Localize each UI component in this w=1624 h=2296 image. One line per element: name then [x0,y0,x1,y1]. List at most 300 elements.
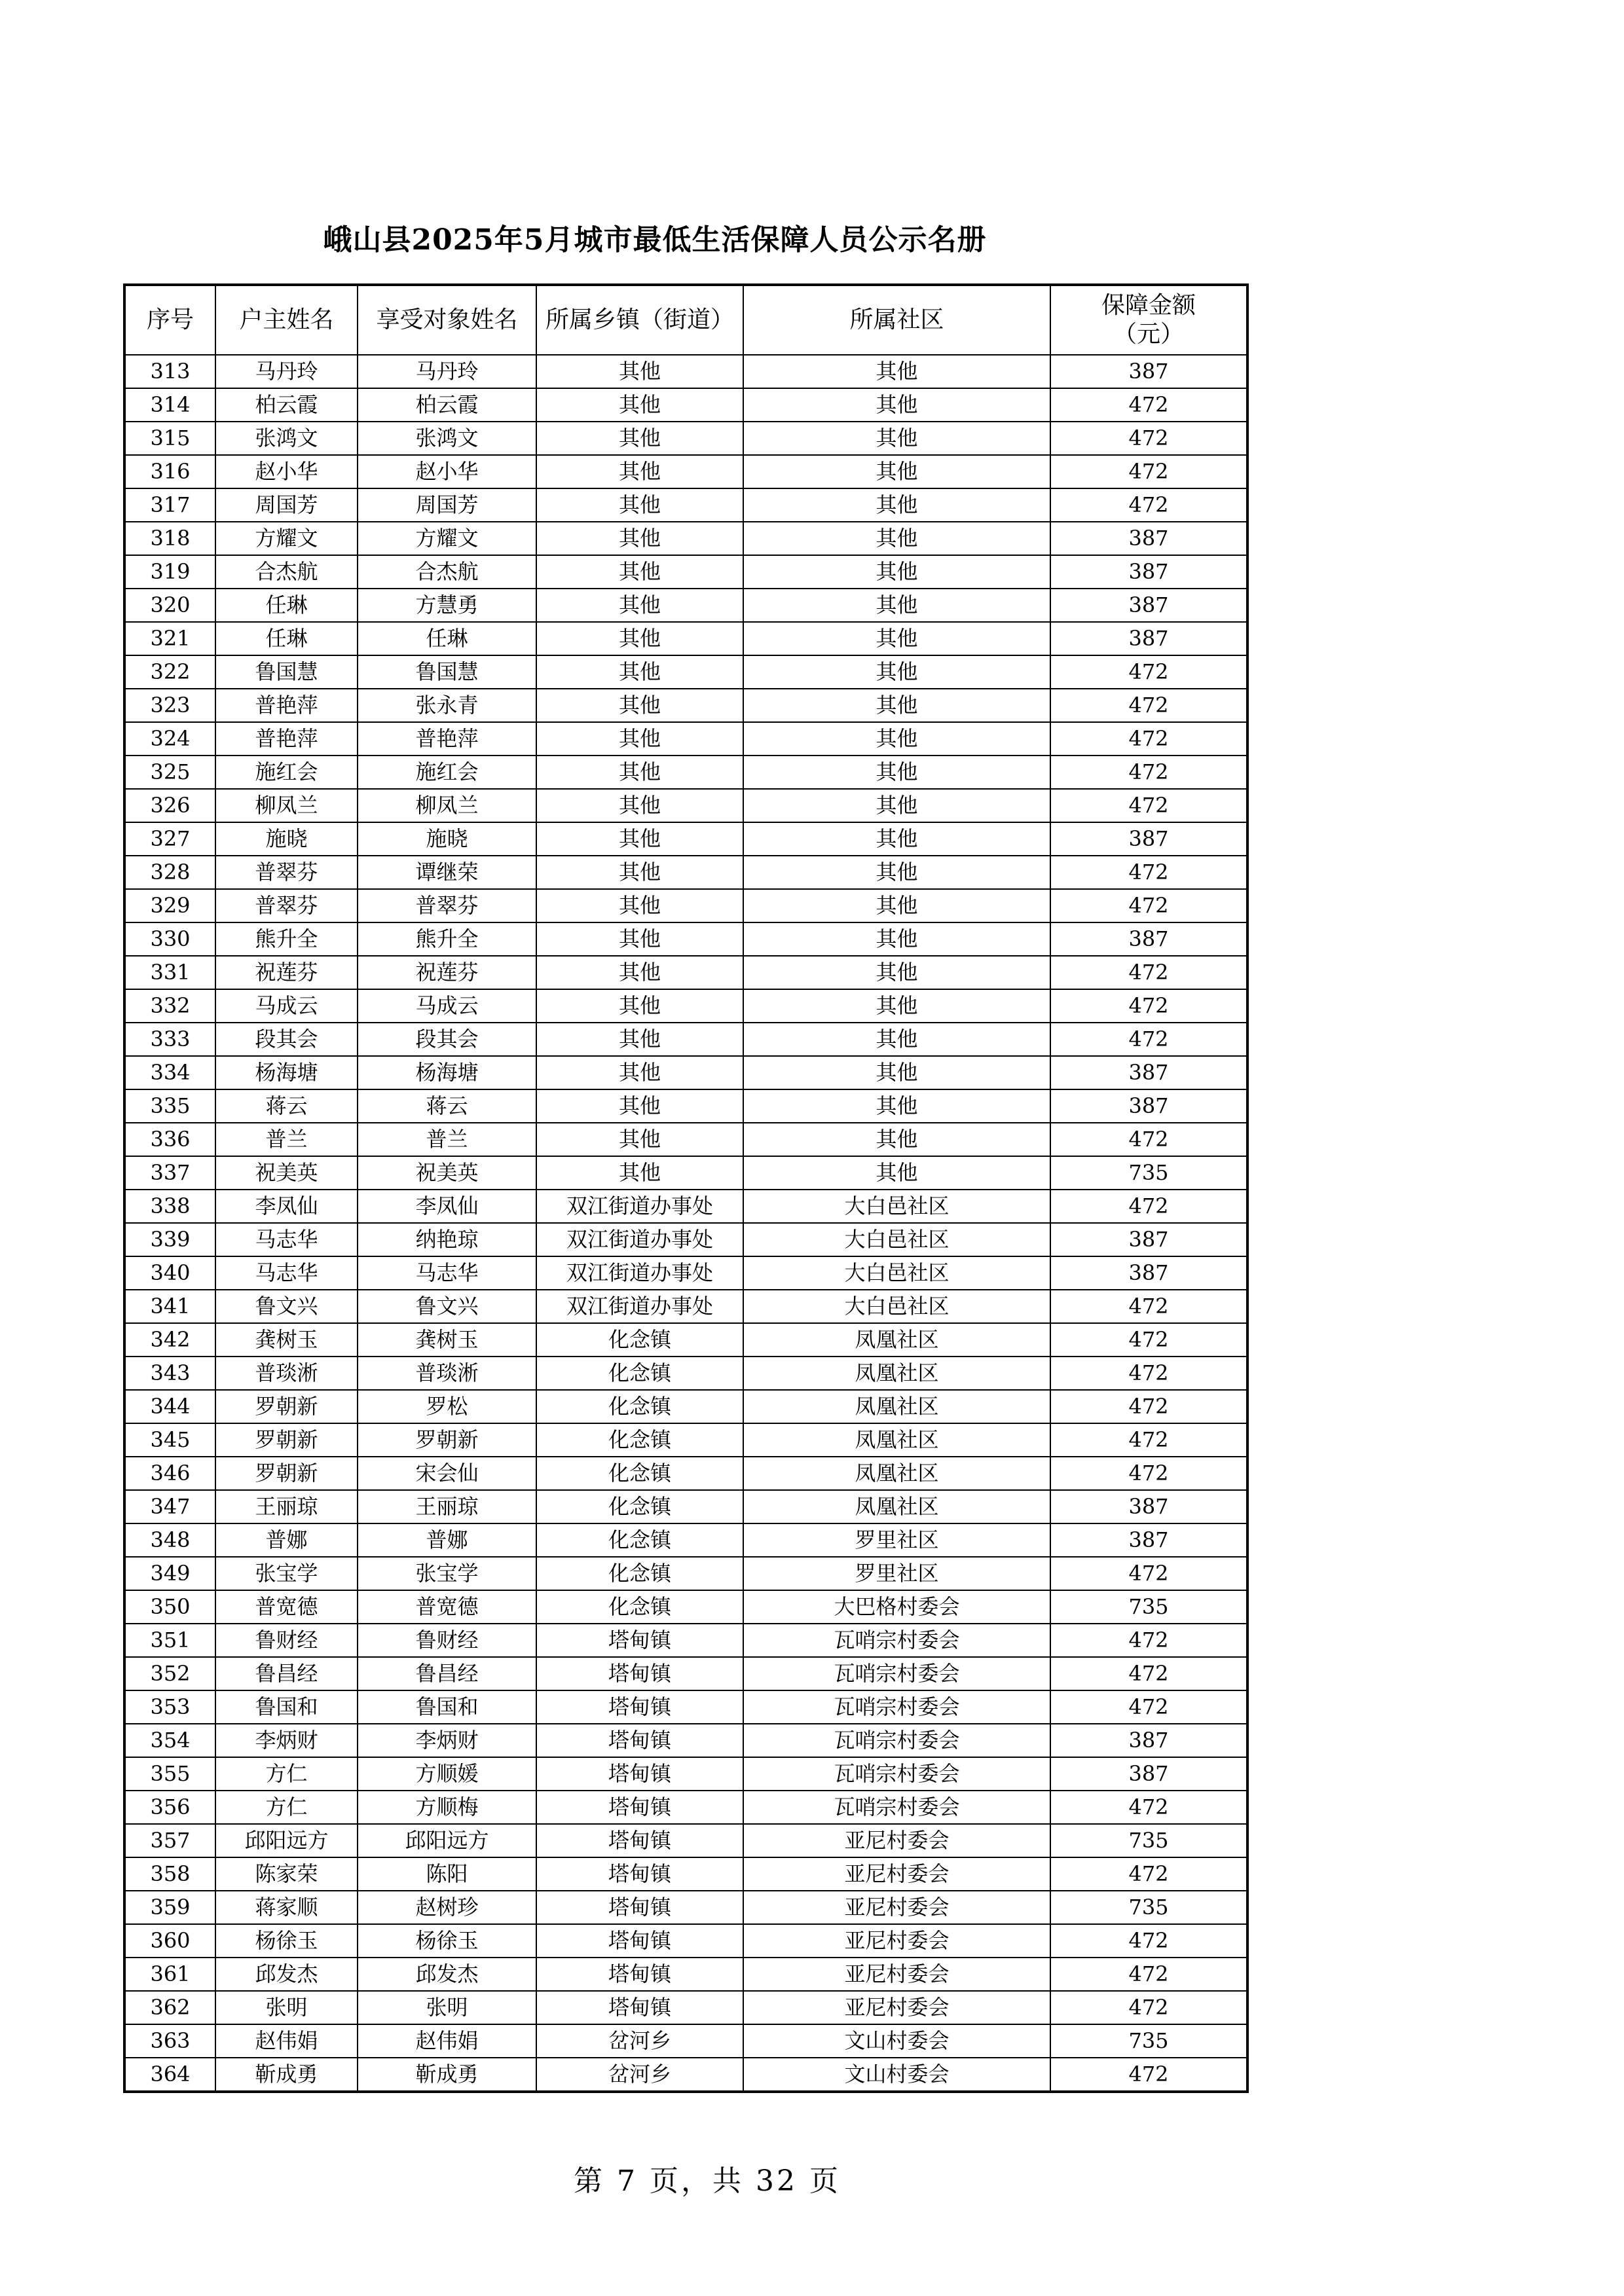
cell-township: 双江街道办事处 [536,1256,743,1290]
table-row [124,1724,1247,1757]
cell-township: 化念镇 [536,1357,743,1390]
header-beneficiary: 享受对象姓名 [358,285,536,355]
cell-amount: 472 [1050,1857,1247,1891]
cell-community: 亚尼村委会 [743,1891,1050,1924]
cell-amount: 472 [1050,1023,1247,1056]
cell-amount: 387 [1050,1490,1247,1523]
cell-amount: 472 [1050,655,1247,689]
cell-beneficiary: 罗松 [358,1390,536,1423]
cell-amount: 472 [1050,722,1247,756]
cell-amount: 472 [1050,1190,1247,1223]
cell-amount: 735 [1050,1824,1247,1857]
cell-beneficiary: 熊升全 [358,922,536,956]
cell-township: 化念镇 [536,1323,743,1357]
cell-household-head: 段其会 [215,1023,358,1056]
cell-amount: 387 [1050,922,1247,956]
cell-community: 瓦哨宗村委会 [743,1724,1050,1757]
cell-township: 其他 [536,789,743,822]
cell-household-head: 靳成勇 [215,2058,358,2092]
cell-amount: 472 [1050,1457,1247,1490]
header-amount-line2: （元） [1113,321,1184,348]
cell-amount: 387 [1050,1724,1247,1757]
table-row [124,1323,1247,1357]
cell-seq: 334 [124,1056,215,1089]
cell-seq: 321 [124,622,215,655]
cell-community: 其他 [743,1156,1050,1190]
cell-household-head: 任琳 [215,622,358,655]
cell-household-head: 赵伟娟 [215,2024,358,2058]
cell-beneficiary: 普娜 [358,1523,536,1557]
cell-amount: 472 [1050,1924,1247,1958]
table-row [124,822,1247,856]
cell-township: 其他 [536,722,743,756]
cell-township: 其他 [536,1156,743,1190]
cell-amount: 472 [1050,488,1247,522]
cell-seq: 316 [124,455,215,488]
cell-amount: 387 [1050,1056,1247,1089]
cell-community: 文山村委会 [743,2058,1050,2092]
cell-household-head: 陈家荣 [215,1857,358,1891]
cell-community: 大白邑社区 [743,1290,1050,1323]
cell-township: 其他 [536,1089,743,1123]
cell-beneficiary: 祝美英 [358,1156,536,1190]
cell-community: 其他 [743,1089,1050,1123]
cell-seq: 337 [124,1156,215,1190]
table-row [124,1924,1247,1958]
cell-household-head: 鲁财经 [215,1624,358,1657]
table-row [124,722,1247,756]
cell-seq: 351 [124,1624,215,1657]
cell-amount: 472 [1050,689,1247,722]
cell-community: 其他 [743,889,1050,922]
cell-seq: 363 [124,2024,215,2058]
roster-table [123,283,1249,2093]
cell-household-head: 张鸿文 [215,422,358,455]
cell-seq: 344 [124,1390,215,1423]
header-amount-line1: 保障金额 [1101,292,1196,319]
cell-beneficiary: 李炳财 [358,1724,536,1757]
cell-household-head: 普琰淅 [215,1357,358,1390]
cell-community: 其他 [743,689,1050,722]
cell-township: 其他 [536,689,743,722]
cell-household-head: 张明 [215,1991,358,2024]
cell-community: 其他 [743,388,1050,422]
cell-beneficiary: 施红会 [358,756,536,789]
table-row [124,555,1247,589]
cell-community: 瓦哨宗村委会 [743,1624,1050,1657]
cell-township: 双江街道办事处 [536,1190,743,1223]
cell-community: 其他 [743,722,1050,756]
cell-beneficiary: 柏云霞 [358,388,536,422]
page-footer [0,2157,1624,2199]
cell-household-head: 马志华 [215,1223,358,1256]
cell-amount: 472 [1050,1690,1247,1724]
cell-amount: 472 [1050,1791,1247,1824]
table-row [124,1089,1247,1123]
cell-seq: 341 [124,1290,215,1323]
cell-community: 其他 [743,355,1050,388]
cell-seq: 315 [124,422,215,455]
cell-township: 其他 [536,856,743,889]
cell-household-head: 鲁文兴 [215,1290,358,1323]
cell-amount: 472 [1050,1958,1247,1991]
header-seq: 序号 [124,285,215,355]
table-row [124,1690,1247,1724]
cell-amount: 472 [1050,455,1247,488]
cell-community: 其他 [743,488,1050,522]
table-row [124,1657,1247,1690]
table-row [124,1991,1247,2024]
cell-community: 亚尼村委会 [743,1924,1050,1958]
cell-township: 其他 [536,922,743,956]
table-row [124,1223,1247,1256]
table-row [124,1557,1247,1590]
table-row [124,922,1247,956]
cell-township: 化念镇 [536,1490,743,1523]
cell-seq: 348 [124,1523,215,1557]
roster-body [124,355,1247,2092]
cell-community: 其他 [743,455,1050,488]
cell-beneficiary: 王丽琼 [358,1490,536,1523]
table-row [124,1523,1247,1557]
cell-township: 其他 [536,1023,743,1056]
page-title-text: 峨山县2025年5月城市最低生活保障人员公示名册 [323,223,987,257]
table-row [124,1290,1247,1323]
cell-community: 大白邑社区 [743,1223,1050,1256]
header-amount [1050,285,1247,355]
table-row [124,2024,1247,2058]
cell-beneficiary: 普宽德 [358,1590,536,1624]
cell-seq: 356 [124,1791,215,1824]
cell-amount: 472 [1050,989,1247,1023]
cell-community: 大白邑社区 [743,1256,1050,1290]
cell-household-head: 任琳 [215,589,358,622]
cell-household-head: 张宝学 [215,1557,358,1590]
cell-household-head: 赵小华 [215,455,358,488]
cell-community: 凤凰社区 [743,1390,1050,1423]
table-row [124,689,1247,722]
cell-beneficiary: 鲁国慧 [358,655,536,689]
cell-community: 其他 [743,422,1050,455]
cell-household-head: 普兰 [215,1123,358,1156]
cell-township: 化念镇 [536,1523,743,1557]
cell-beneficiary: 普艳萍 [358,722,536,756]
cell-beneficiary: 罗朝新 [358,1423,536,1457]
table-row [124,1123,1247,1156]
cell-community: 亚尼村委会 [743,1991,1050,2024]
cell-community: 其他 [743,956,1050,989]
page-title [0,216,1624,258]
table-row [124,789,1247,822]
cell-seq: 345 [124,1423,215,1457]
cell-township: 塔甸镇 [536,1757,743,1791]
cell-township: 其他 [536,455,743,488]
cell-township: 化念镇 [536,1557,743,1590]
cell-township: 其他 [536,422,743,455]
cell-seq: 324 [124,722,215,756]
cell-beneficiary: 靳成勇 [358,2058,536,2092]
cell-community: 其他 [743,589,1050,622]
cell-community: 其他 [743,522,1050,555]
cell-township: 塔甸镇 [536,1724,743,1757]
cell-community: 其他 [743,655,1050,689]
table-row [124,856,1247,889]
cell-amount: 387 [1050,822,1247,856]
cell-community: 罗里社区 [743,1523,1050,1557]
cell-community: 凤凰社区 [743,1423,1050,1457]
cell-township: 其他 [536,956,743,989]
cell-household-head: 鲁国和 [215,1690,358,1724]
cell-amount: 387 [1050,622,1247,655]
cell-beneficiary: 鲁昌经 [358,1657,536,1690]
cell-seq: 313 [124,355,215,388]
header-household-head: 户主姓名 [215,285,358,355]
cell-household-head: 蒋家顺 [215,1891,358,1924]
cell-township: 化念镇 [536,1423,743,1457]
cell-amount: 387 [1050,1523,1247,1557]
table-row [124,1791,1247,1824]
cell-community: 其他 [743,922,1050,956]
cell-amount: 472 [1050,2058,1247,2092]
cell-beneficiary: 普翠芬 [358,889,536,922]
cell-amount: 387 [1050,522,1247,555]
cell-township: 塔甸镇 [536,1924,743,1958]
cell-household-head: 罗朝新 [215,1423,358,1457]
cell-seq: 349 [124,1557,215,1590]
cell-beneficiary: 马成云 [358,989,536,1023]
cell-beneficiary: 张永青 [358,689,536,722]
cell-amount: 735 [1050,1590,1247,1624]
cell-township: 塔甸镇 [536,1690,743,1724]
cell-household-head: 鲁国慧 [215,655,358,689]
cell-township: 化念镇 [536,1457,743,1490]
cell-household-head: 合杰航 [215,555,358,589]
cell-seq: 317 [124,488,215,522]
cell-household-head: 普翠芬 [215,856,358,889]
cell-amount: 472 [1050,1423,1247,1457]
cell-amount: 735 [1050,1891,1247,1924]
cell-seq: 352 [124,1657,215,1690]
cell-amount: 472 [1050,1290,1247,1323]
cell-beneficiary: 周国芳 [358,488,536,522]
cell-seq: 323 [124,689,215,722]
cell-beneficiary: 宋会仙 [358,1457,536,1490]
cell-community: 大白邑社区 [743,1190,1050,1223]
cell-household-head: 祝美英 [215,1156,358,1190]
cell-community: 文山村委会 [743,2024,1050,2058]
cell-beneficiary: 赵小华 [358,455,536,488]
cell-household-head: 普翠芬 [215,889,358,922]
cell-beneficiary: 鲁财经 [358,1624,536,1657]
cell-seq: 346 [124,1457,215,1490]
cell-beneficiary: 柳凤兰 [358,789,536,822]
cell-beneficiary: 施晓 [358,822,536,856]
cell-seq: 320 [124,589,215,622]
cell-household-head: 蒋云 [215,1089,358,1123]
cell-household-head: 龚树玉 [215,1323,358,1357]
cell-beneficiary: 方慧勇 [358,589,536,622]
cell-township: 双江街道办事处 [536,1290,743,1323]
cell-community: 其他 [743,555,1050,589]
cell-township: 岔河乡 [536,2024,743,2058]
table-row [124,422,1247,455]
cell-beneficiary: 纳艳琼 [358,1223,536,1256]
cell-community: 凤凰社区 [743,1490,1050,1523]
table-row [124,1423,1247,1457]
cell-community: 其他 [743,989,1050,1023]
cell-amount: 387 [1050,1757,1247,1791]
cell-community: 瓦哨宗村委会 [743,1690,1050,1724]
table-row [124,1190,1247,1223]
cell-seq: 331 [124,956,215,989]
cell-household-head: 施红会 [215,756,358,789]
cell-amount: 387 [1050,355,1247,388]
cell-township: 其他 [536,822,743,856]
cell-seq: 326 [124,789,215,822]
table-row [124,1490,1247,1523]
cell-community: 凤凰社区 [743,1457,1050,1490]
cell-seq: 353 [124,1690,215,1724]
cell-amount: 472 [1050,1991,1247,2024]
cell-township: 塔甸镇 [536,1657,743,1690]
cell-household-head: 祝莲芬 [215,956,358,989]
cell-township: 塔甸镇 [536,1958,743,1991]
table-row [124,655,1247,689]
table-row [124,756,1247,789]
cell-seq: 330 [124,922,215,956]
cell-household-head: 马志华 [215,1256,358,1290]
table-header-row [124,285,1247,355]
header-community: 所属社区 [743,285,1050,355]
cell-beneficiary: 张宝学 [358,1557,536,1590]
cell-beneficiary: 普琰淅 [358,1357,536,1390]
cell-community: 亚尼村委会 [743,1857,1050,1891]
cell-seq: 328 [124,856,215,889]
cell-amount: 387 [1050,1223,1247,1256]
cell-household-head: 方仁 [215,1791,358,1824]
cell-amount: 472 [1050,756,1247,789]
cell-beneficiary: 方顺梅 [358,1791,536,1824]
cell-community: 大巴格村委会 [743,1590,1050,1624]
table-row [124,1390,1247,1423]
cell-township: 其他 [536,388,743,422]
cell-seq: 354 [124,1724,215,1757]
cell-community: 瓦哨宗村委会 [743,1757,1050,1791]
cell-township: 岔河乡 [536,2058,743,2092]
cell-beneficiary: 马丹玲 [358,355,536,388]
cell-household-head: 方耀文 [215,522,358,555]
table-row [124,1357,1247,1390]
cell-seq: 336 [124,1123,215,1156]
cell-seq: 318 [124,522,215,555]
cell-beneficiary: 邱阳远方 [358,1824,536,1857]
cell-township: 其他 [536,589,743,622]
cell-seq: 333 [124,1023,215,1056]
table-row [124,1891,1247,1924]
cell-beneficiary: 合杰航 [358,555,536,589]
table-row [124,2058,1247,2092]
cell-township: 塔甸镇 [536,1624,743,1657]
table-row [124,1824,1247,1857]
table-row [124,355,1247,388]
cell-household-head: 杨徐玉 [215,1924,358,1958]
cell-seq: 340 [124,1256,215,1290]
cell-township: 其他 [536,889,743,922]
cell-beneficiary: 赵伟娟 [358,2024,536,2058]
cell-seq: 338 [124,1190,215,1223]
cell-household-head: 罗朝新 [215,1390,358,1423]
cell-beneficiary: 张鸿文 [358,422,536,455]
cell-seq: 362 [124,1991,215,2024]
cell-seq: 347 [124,1490,215,1523]
cell-household-head: 熊升全 [215,922,358,956]
cell-township: 双江街道办事处 [536,1223,743,1256]
cell-community: 凤凰社区 [743,1323,1050,1357]
cell-community: 其他 [743,822,1050,856]
cell-community: 其他 [743,622,1050,655]
cell-household-head: 邱阳远方 [215,1824,358,1857]
table-row [124,1757,1247,1791]
cell-beneficiary: 方耀文 [358,522,536,555]
cell-amount: 472 [1050,1357,1247,1390]
cell-seq: 332 [124,989,215,1023]
cell-seq: 359 [124,1891,215,1924]
cell-community: 瓦哨宗村委会 [743,1791,1050,1824]
cell-community: 其他 [743,756,1050,789]
cell-community: 瓦哨宗村委会 [743,1657,1050,1690]
cell-household-head: 王丽琼 [215,1490,358,1523]
table-row [124,1256,1247,1290]
cell-beneficiary: 鲁文兴 [358,1290,536,1323]
table-row [124,1624,1247,1657]
cell-seq: 350 [124,1590,215,1624]
cell-household-head: 李炳财 [215,1724,358,1757]
cell-township: 其他 [536,555,743,589]
table-row [124,1590,1247,1624]
cell-beneficiary: 张明 [358,1991,536,2024]
cell-amount: 472 [1050,1557,1247,1590]
cell-household-head: 马成云 [215,989,358,1023]
table-row [124,622,1247,655]
cell-community: 其他 [743,1023,1050,1056]
cell-household-head: 杨海塘 [215,1056,358,1089]
cell-amount: 472 [1050,789,1247,822]
cell-beneficiary: 马志华 [358,1256,536,1290]
cell-household-head: 施晓 [215,822,358,856]
cell-beneficiary: 杨海塘 [358,1056,536,1089]
cell-seq: 335 [124,1089,215,1123]
cell-household-head: 马丹玲 [215,355,358,388]
cell-township: 其他 [536,355,743,388]
cell-amount: 735 [1050,2024,1247,2058]
cell-amount: 472 [1050,889,1247,922]
cell-beneficiary: 陈阳 [358,1857,536,1891]
cell-amount: 472 [1050,1390,1247,1423]
cell-seq: 327 [124,822,215,856]
cell-township: 化念镇 [536,1390,743,1423]
cell-household-head: 罗朝新 [215,1457,358,1490]
cell-beneficiary: 赵树珍 [358,1891,536,1924]
cell-community: 罗里社区 [743,1557,1050,1590]
cell-seq: 339 [124,1223,215,1256]
cell-seq: 364 [124,2058,215,2092]
cell-amount: 472 [1050,1323,1247,1357]
header-township: 所属乡镇（街道） [536,285,743,355]
table-row [124,1023,1247,1056]
table-row [124,455,1247,488]
table-row [124,1457,1247,1490]
cell-amount: 472 [1050,422,1247,455]
